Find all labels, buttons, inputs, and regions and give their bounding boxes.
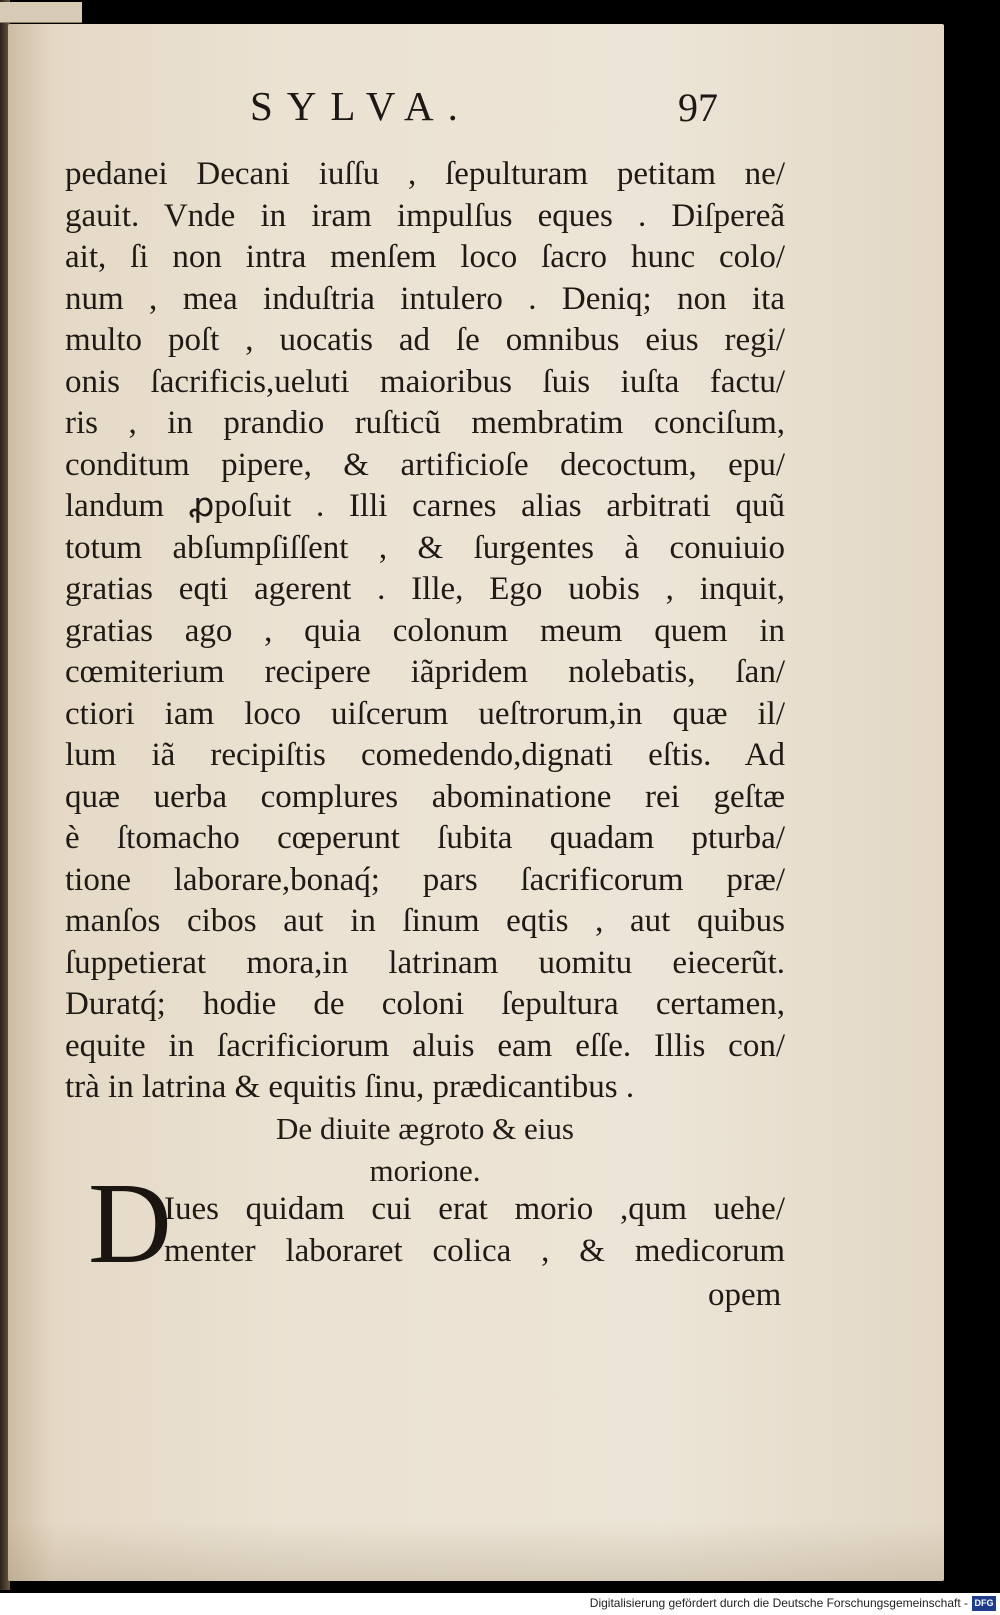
- text-line: pedanei Decani iuſſu , ſepulturam petitam ne/: [65, 156, 785, 192]
- text-line: onis ſacrificis,ueluti maioribus ſuis iuſta factu/: [65, 363, 785, 400]
- funding-credit[interactable]: Digitalisierung gefördert durch die Deutsche Forschungsgemeinschaft -: [589, 1596, 968, 1610]
- text-line: ctiori iam loco uiſcerum ueſtrorum,in quæ il/: [65, 695, 785, 732]
- heading-line: De diuite ægroto & eius: [276, 1111, 574, 1146]
- text-line: totum abſumpſiſſent , & ſurgentes à conuiuio: [65, 529, 785, 566]
- text-line: Iues quidam cui erat morio ,qum uehe/: [164, 1191, 785, 1227]
- text-line: multo poſt , uocatis ad ſe omnibus eius regi/: [65, 322, 785, 358]
- text-line: num , mea induſtria intulero . Deniq; non ita: [65, 280, 785, 317]
- text-line: cœmiterium recipere iãpridem nolebatis, ſan/: [65, 654, 785, 690]
- text-line: ſuppetierat mora,in latrinam uomitu eiecerũt.: [65, 944, 785, 981]
- text-line: è ſtomacho cœperunt ſubita quadam pturba/: [65, 820, 785, 856]
- text-line: gauit. Vnde in iram impulſus eques . Diſpereã: [65, 197, 785, 234]
- text-line: equite in ſacrificiorum aluis eam eſſe. Illis con/: [65, 1027, 785, 1064]
- heading-line: morione.: [369, 1153, 481, 1188]
- section-heading: [65, 1108, 785, 1192]
- main-paragraph: [65, 154, 785, 1109]
- second-paragraph: [164, 1189, 785, 1272]
- book-page: [8, 24, 944, 1581]
- dfg-logo[interactable]: DFG: [972, 1596, 996, 1611]
- text-line: Duratq́; hodie de coloni ſepultura certamen,: [65, 986, 785, 1022]
- page-number: 97: [678, 85, 718, 130]
- digitization-footer: [0, 1593, 1000, 1615]
- text-line: conditum pipere, & artificioſe decoctum, epu/: [65, 446, 785, 483]
- text-line: lum iã recipiſtis comedendo,dignati eſtis. Ad: [65, 737, 785, 773]
- text-line: quæ uerba complures abominatione rei geſtæ: [65, 778, 785, 815]
- text-line: menter laboraret colica , & medicorum: [164, 1232, 785, 1269]
- text-line: manſos cibos aut in ſinum eqtis , aut quibus: [65, 903, 785, 939]
- text-line: gratias eqti agerent . Ille, Ego uobis , inquit,: [65, 571, 785, 607]
- text-line: tione laborare,bonaq́; pars ſacrificorum præ/: [65, 861, 785, 898]
- text-line: ris , in prandio ruſticũ membratim conciſum,: [65, 405, 785, 441]
- drop-cap-initial: D: [88, 1160, 172, 1288]
- text-line: landum ꝓpoſuit . Illi carnes alias arbitrati quũ: [65, 488, 785, 524]
- running-title: SYLVA.: [250, 83, 472, 129]
- previous-leaf-corner: [0, 2, 82, 23]
- text-line: gratias ago , quia colonum meum quem in: [65, 612, 785, 649]
- text-line: trà in latrina & equitis ſinu, prædicantibus .: [65, 1069, 635, 1105]
- text-line: ait, ſi non intra menſem loco ſacro hunc colo/: [65, 239, 785, 275]
- catchword: opem: [708, 1277, 782, 1313]
- page-header: [8, 82, 944, 142]
